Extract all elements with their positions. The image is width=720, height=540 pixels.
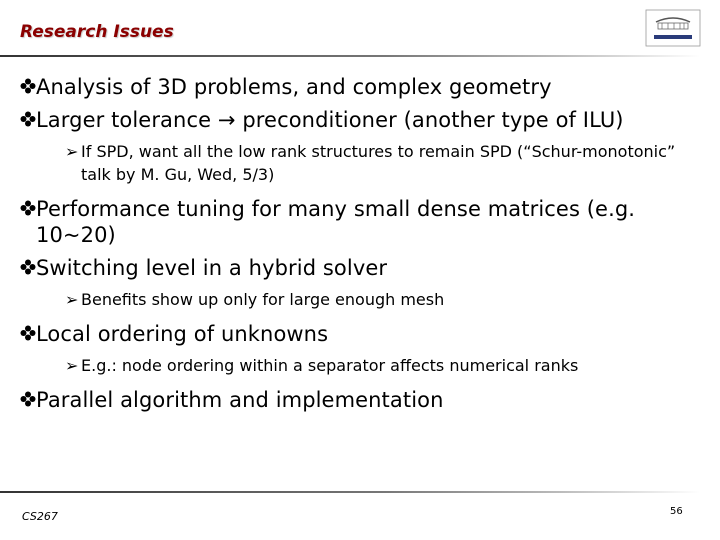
diamond-bullet-icon: [20, 391, 36, 407]
sub-bullet-text: E.g.: node ordering within a separator affects numerical ranks: [81, 356, 579, 375]
slide-title: Research Issues: [20, 22, 174, 42]
sub-bullet-text: If SPD, want all the low rank structures to remain SPD (“Schur-monotonic” talk by M. Gu, Wed, 5/3): [81, 142, 676, 184]
bullet-text: Local ordering of unknowns: [36, 322, 329, 346]
bullet-item: [20, 321, 710, 347]
diamond-bullet-icon: [20, 325, 36, 341]
arrow-bullet-icon: ➢: [65, 356, 79, 375]
arrow-bullet-icon: ➢: [65, 290, 79, 309]
institution-logo: [644, 8, 702, 48]
diamond-bullet-icon: [20, 111, 36, 127]
bullet-text: Switching level in a hybrid solver: [36, 256, 388, 280]
arrow-bullet-icon: ➢: [65, 142, 79, 161]
bullet-item: [20, 107, 710, 133]
bullet-text: Larger tolerance → preconditioner (another type of ILU): [36, 108, 624, 132]
bullet-text: Parallel algorithm and implementation: [36, 388, 444, 412]
bullet-item: [20, 255, 710, 281]
page-number: 56: [670, 506, 683, 517]
sub-bullet-item: [65, 140, 710, 186]
sub-bullet-item: [65, 288, 710, 311]
sub-bullet-item: [65, 354, 710, 377]
bullet-text: Performance tuning for many small dense matrices (e.g. 10~20): [36, 197, 636, 247]
bullet-item: [20, 74, 710, 100]
diamond-bullet-icon: [20, 259, 36, 275]
header-divider: [0, 55, 700, 57]
sub-bullet-text: Benefits show up only for large enough mesh: [81, 290, 445, 309]
bullet-item: [20, 387, 710, 413]
bullet-text: Analysis of 3D problems, and complex geometry: [36, 75, 552, 99]
diamond-bullet-icon: [20, 78, 36, 94]
footer-divider: [0, 491, 700, 493]
diamond-bullet-icon: [20, 200, 36, 216]
footer-course-label: CS267: [22, 510, 58, 523]
bullet-item: [20, 196, 710, 248]
slide-body: [20, 74, 710, 420]
